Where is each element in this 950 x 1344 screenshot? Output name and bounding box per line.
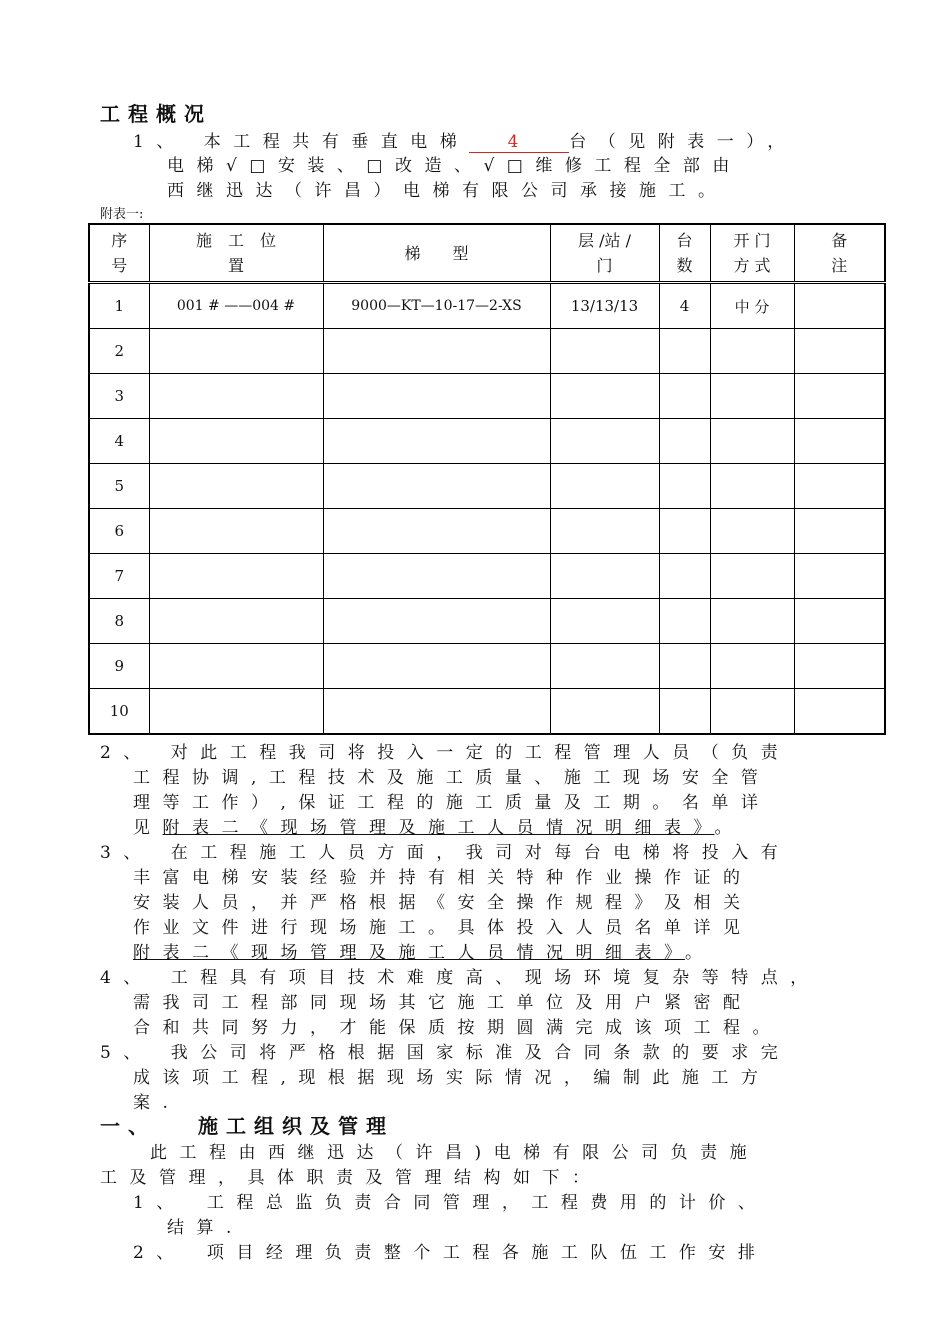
section-1-intro-line-1: 此工程由西继迅达（许昌)电梯有限公司负责施 (150, 1143, 760, 1163)
header-note: 备 注 (794, 224, 885, 283)
item-2-line-3: 理等工作）,保证工程的施工质量及工期。名单详 (133, 793, 771, 813)
item-3-line-5: 附表二《现场管理及施工人员情况明细表》。 (133, 943, 715, 963)
item-4-line-3: 合和共同努力，才能保质按期圆满完成该项工程。 (133, 1018, 782, 1038)
appendix-2-link[interactable]: 附表二《现场管理及施工人员情况明细表》 (162, 818, 715, 838)
table-row: 4 (89, 419, 885, 464)
table-row: 10 (89, 689, 885, 735)
item-3-line-3: 安装人员，并严格根据《安全操作规程》及相关 (133, 893, 753, 913)
p1-suffix: 台（见附表一）， (569, 132, 797, 152)
header-location: 施 工 位 置 (149, 224, 323, 283)
elevator-table (88, 223, 886, 735)
item-3-line-4: 作业文件进行现场施工。具体投入人员名单详见 (133, 918, 753, 938)
table-caption: 附表一: (100, 207, 144, 222)
item-5-line-3: 案. (133, 1093, 181, 1113)
overview-title: 工程概况 (100, 102, 212, 126)
table-header-row (89, 224, 885, 283)
item-5-line-1: 5、 我公司将严格根据国家标准及合同条款的要求完 (100, 1043, 791, 1063)
item-2-line-4: 见附表二《现场管理及施工人员情况明细表》。 (133, 818, 744, 838)
header-count: 台 数 (659, 224, 710, 283)
table-row: 6 (89, 509, 885, 554)
section-1-item-2-line-1: 2、 项目经理负责整个工程各施工队伍工作安排 (133, 1243, 768, 1263)
section-1-heading: 施工组织及管理 (198, 1114, 394, 1138)
table-row: 3 (89, 374, 885, 419)
table-row: 8 (89, 599, 885, 644)
item-4-line-1: 4、 工程具有项目技术难度高、现场环境复杂等特点， (100, 968, 820, 988)
table-row: 2 (89, 329, 885, 374)
section-1-item-1-line-1: 1、 工程总监负责合同管理，工程费用的计价、 (133, 1193, 768, 1213)
item-2-line-1: 2、 对此工程我司将投入一定的工程管理人员（负责 (100, 743, 791, 763)
header-no: 序 号 (89, 224, 149, 283)
table-row: 5 (89, 464, 885, 509)
section-1-number: 一、 (100, 1114, 156, 1138)
header-door: 开 门 方 式 (710, 224, 794, 283)
item-3-line-1: 3、 在工程施工人员方面，我司对每台电梯将投入有 (100, 843, 791, 863)
p1-prefix: 1、 本工程共有垂直电梯 (133, 132, 470, 152)
section-1-item-1-line-2: 结算. (167, 1218, 244, 1238)
table-row: 9 (89, 644, 885, 689)
header-model: 梯 型 (323, 224, 550, 283)
appendix-2-link[interactable]: 附表二《现场管理及施工人员情况明细表》 (133, 943, 685, 963)
item-3-line-2: 丰富电梯安装经验并持有相关特种作业操作证的 (133, 868, 753, 888)
p1-line-3: 西继迅达（许昌）电梯有限公司承接施工。 (167, 181, 728, 201)
item-2-line-2: 工程协调,工程技术及施工质量、施工现场安全管 (133, 768, 771, 788)
item-5-line-2: 成该项工程,现根据现场实际情况，编制此施工方 (133, 1068, 771, 1088)
table-row: 7 (89, 554, 885, 599)
header-floors: 层 /站 / 门 (550, 224, 659, 283)
table-row: 1 001 # ——004 # 9000—KT—10-17—2-XS 13/13/13 4 中 分 (89, 283, 885, 329)
overview-paragraph-1 (133, 127, 797, 153)
section-1-intro-line-2: 工及管理，具体职责及管理结构如下： (100, 1168, 602, 1188)
item-4-line-2: 需我司工程部同现场其它施工单位及用户紧密配 (133, 993, 753, 1013)
p1-line-2: 电梯√□安装、□改造、√□维修工程全部由 (167, 156, 742, 176)
elevator-count: 4 (469, 132, 569, 153)
